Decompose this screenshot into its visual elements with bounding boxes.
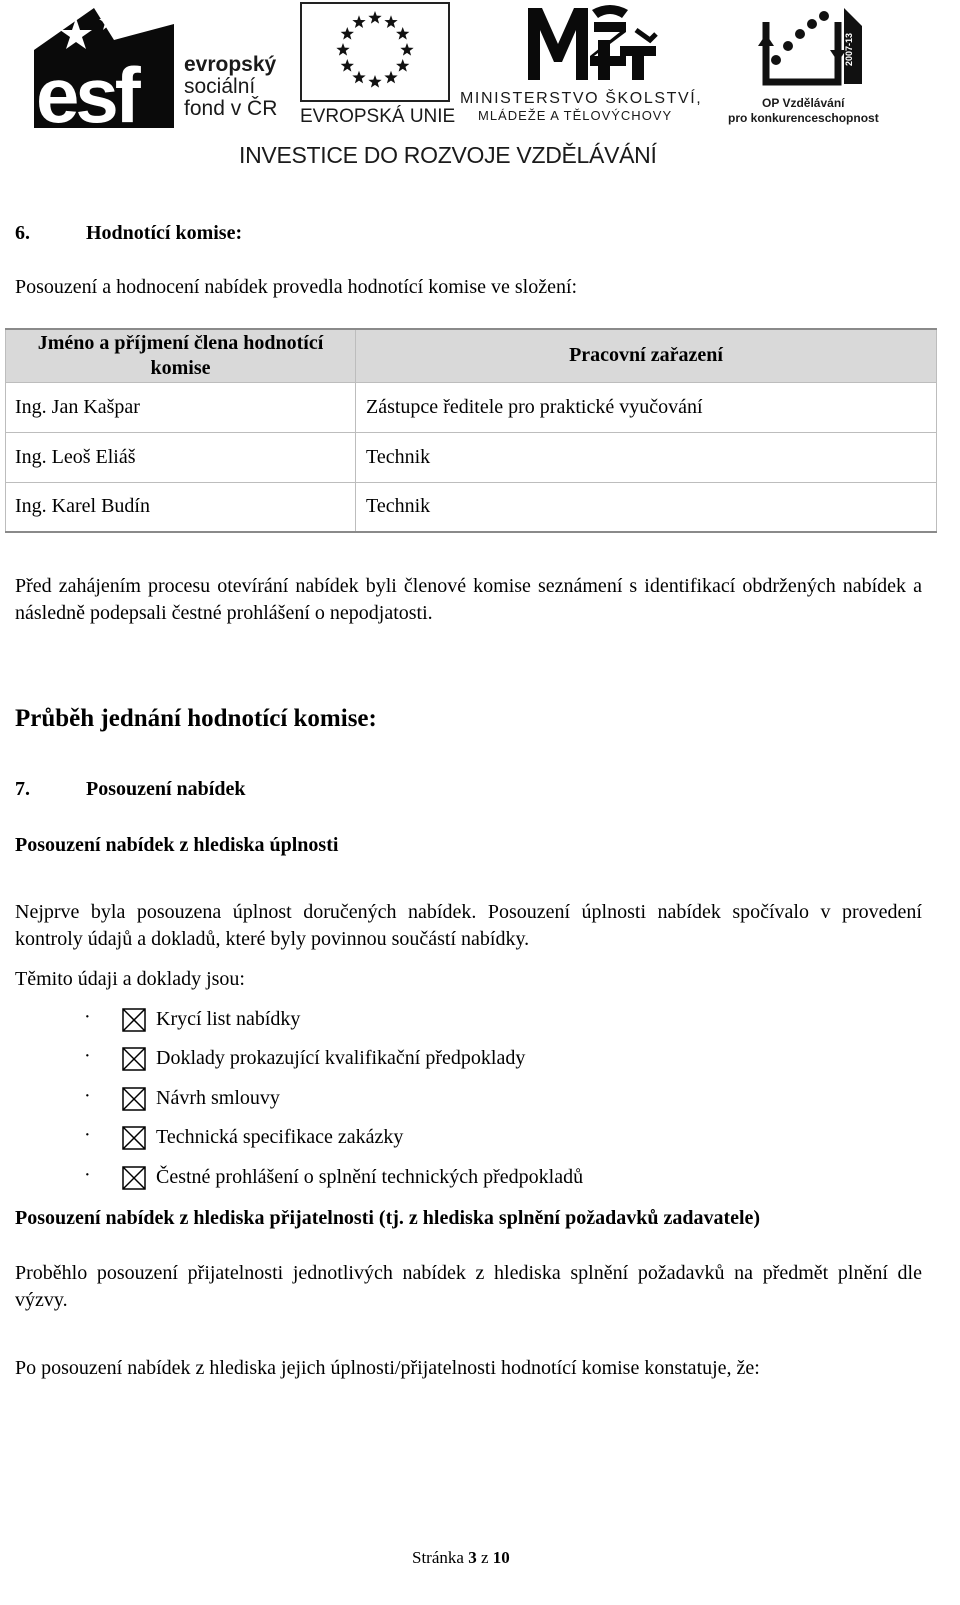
conclusion-paragraph: Po posouzení nabídek z hlediska jejich úplnosti/přijatelnosti hodnotící komise konstatuje, že:: [15, 1357, 760, 1379]
member-role: Technik: [356, 432, 937, 482]
checked-box-icon: [122, 1166, 146, 1190]
footer-total-pages: 10: [492, 1548, 510, 1567]
completeness-heading: Posouzení nabídek z hlediska úplnosti: [15, 834, 339, 856]
eu-flag: [300, 2, 450, 102]
document-label: Návrh smlouvy: [156, 1087, 280, 1109]
eu-star-icon: [368, 75, 381, 88]
member-name: Ing. Karel Budín: [6, 482, 356, 532]
msmt-line2: MLÁDEŽE A TĚLOVÝCHOVY: [478, 108, 673, 123]
list-item: [84, 1045, 784, 1075]
eu-star-icon: [384, 15, 397, 28]
svg-text:esf: esf: [36, 51, 137, 128]
header-logos: [0, 0, 960, 168]
slogan: INVESTICE DO ROZVOJE VZDĚLÁVÁNÍ: [239, 142, 657, 168]
eu-star-icon: [352, 15, 365, 28]
section6-number: 6.: [15, 222, 30, 244]
page-footer: [412, 1548, 510, 1568]
bullet: ·: [84, 1085, 91, 1107]
msmt-line1: MINISTERSTVO ŠKOLSTVÍ,: [460, 90, 703, 107]
eu-label: EVROPSKÁ UNIE: [300, 106, 456, 127]
checked-box-icon: [122, 1126, 146, 1150]
proceedings-heading: Průběh jednání hodnotící komise:: [15, 705, 377, 732]
bullet: ·: [84, 1124, 91, 1146]
table-header-row: [6, 329, 937, 382]
bullet: ·: [84, 1006, 91, 1028]
footer-current-page: 3: [468, 1548, 477, 1567]
document-label: Čestné prohlášení o splnění technických předpokladů: [156, 1166, 584, 1188]
esf-logo-mark: [34, 4, 174, 128]
list-item: [84, 1164, 784, 1194]
msmt-logo: [460, 0, 722, 130]
section7-title: Posouzení nabídek: [86, 778, 246, 800]
header-name-cell: [6, 329, 356, 382]
esf-line1: evropský: [184, 53, 277, 76]
eu-star-icon: [396, 59, 409, 72]
table-row: [6, 382, 937, 432]
checked-box-icon: [122, 1047, 146, 1071]
acceptability-heading: Posouzení nabídek z hlediska přijatelnosti (tj. z hlediska splnění požadavků zadavatele): [15, 1207, 761, 1229]
eu-star-icon: [368, 11, 381, 24]
document-label: Technická specifikace zakázky: [156, 1126, 404, 1148]
section7-number: 7.: [15, 778, 30, 800]
op-line1: OP Vzdělávání: [762, 96, 845, 110]
eu-star-icon: [336, 43, 349, 56]
header-name-label: Jméno a příjmení člena hodnotící komise: [37, 331, 324, 379]
header-role-cell: [356, 329, 937, 382]
footer-separator: z: [480, 1548, 489, 1567]
msmt-logo-mark: [460, 0, 722, 88]
eu-star-icon: [396, 27, 409, 40]
document-label: Doklady prokazující kvalifikační předpoklady: [156, 1047, 526, 1069]
eu-logo: [300, 2, 456, 130]
member-name: Ing. Jan Kašpar: [6, 382, 356, 432]
eu-star-icon: [341, 27, 354, 40]
checked-box-icon: [122, 1008, 146, 1032]
committee-table: [5, 328, 937, 533]
op-logo: [728, 4, 898, 128]
esf-logo: [34, 4, 290, 128]
eu-stars-icon: [302, 4, 448, 100]
esf-logo-text: [184, 54, 277, 120]
member-role: Zástupce ředitele pro praktické vyučování: [356, 382, 937, 432]
declaration-paragraph: Před zahájením procesu otevírání nabídek byli členové komise seznámení s identifikací obdržených nabídek a následně podepsali čestné prohlášení o nepodjatosti.: [15, 575, 922, 624]
completeness-paragraph: Nejprve byla posouzena úplnost doručených nabídek. Posouzení úplnosti nabídek spočívalo v provedení kontroly údajů a dokladů, které byly povinnou součástí nabídky.: [15, 901, 922, 950]
section6-intro: Posouzení a hodnocení nabídek provedla hodnotící komise ve složení:: [15, 276, 578, 298]
document-label: Krycí list nabídky: [156, 1008, 301, 1030]
footer-prefix: Stránka: [412, 1548, 464, 1567]
op-line2: pro konkurenceschopnost: [728, 111, 879, 125]
section6-title: Hodnotící komise:: [86, 222, 243, 244]
eu-star-icon: [384, 71, 397, 84]
eu-star-icon: [352, 71, 365, 84]
bullet: ·: [84, 1045, 91, 1067]
table-row: [6, 482, 937, 532]
eu-star-icon: [400, 43, 413, 56]
checked-box-icon: [122, 1087, 146, 1111]
documents-intro: Těmito údaji a doklady jsou:: [15, 968, 245, 990]
esf-line3: fond v ČR: [184, 97, 278, 120]
table-row: [6, 432, 937, 482]
bullet: ·: [84, 1164, 91, 1186]
member-name: Ing. Leoš Eliáš: [6, 432, 356, 482]
list-item: [84, 1085, 784, 1115]
list-item: [84, 1124, 784, 1154]
eu-star-icon: [341, 59, 354, 72]
list-item: [84, 1006, 784, 1036]
acceptability-paragraph: Proběhlo posouzení přijatelnosti jednotlivých nabídek z hlediska splnění požadavků na předmět plnění dle výzvy.: [15, 1262, 922, 1311]
op-years-text: 2007-13: [844, 32, 854, 66]
op-logo-mark: [728, 4, 898, 94]
header-role-label: Pracovní zařazení: [569, 344, 723, 367]
esf-line2: sociální: [184, 75, 256, 98]
member-role: Technik: [356, 482, 937, 532]
